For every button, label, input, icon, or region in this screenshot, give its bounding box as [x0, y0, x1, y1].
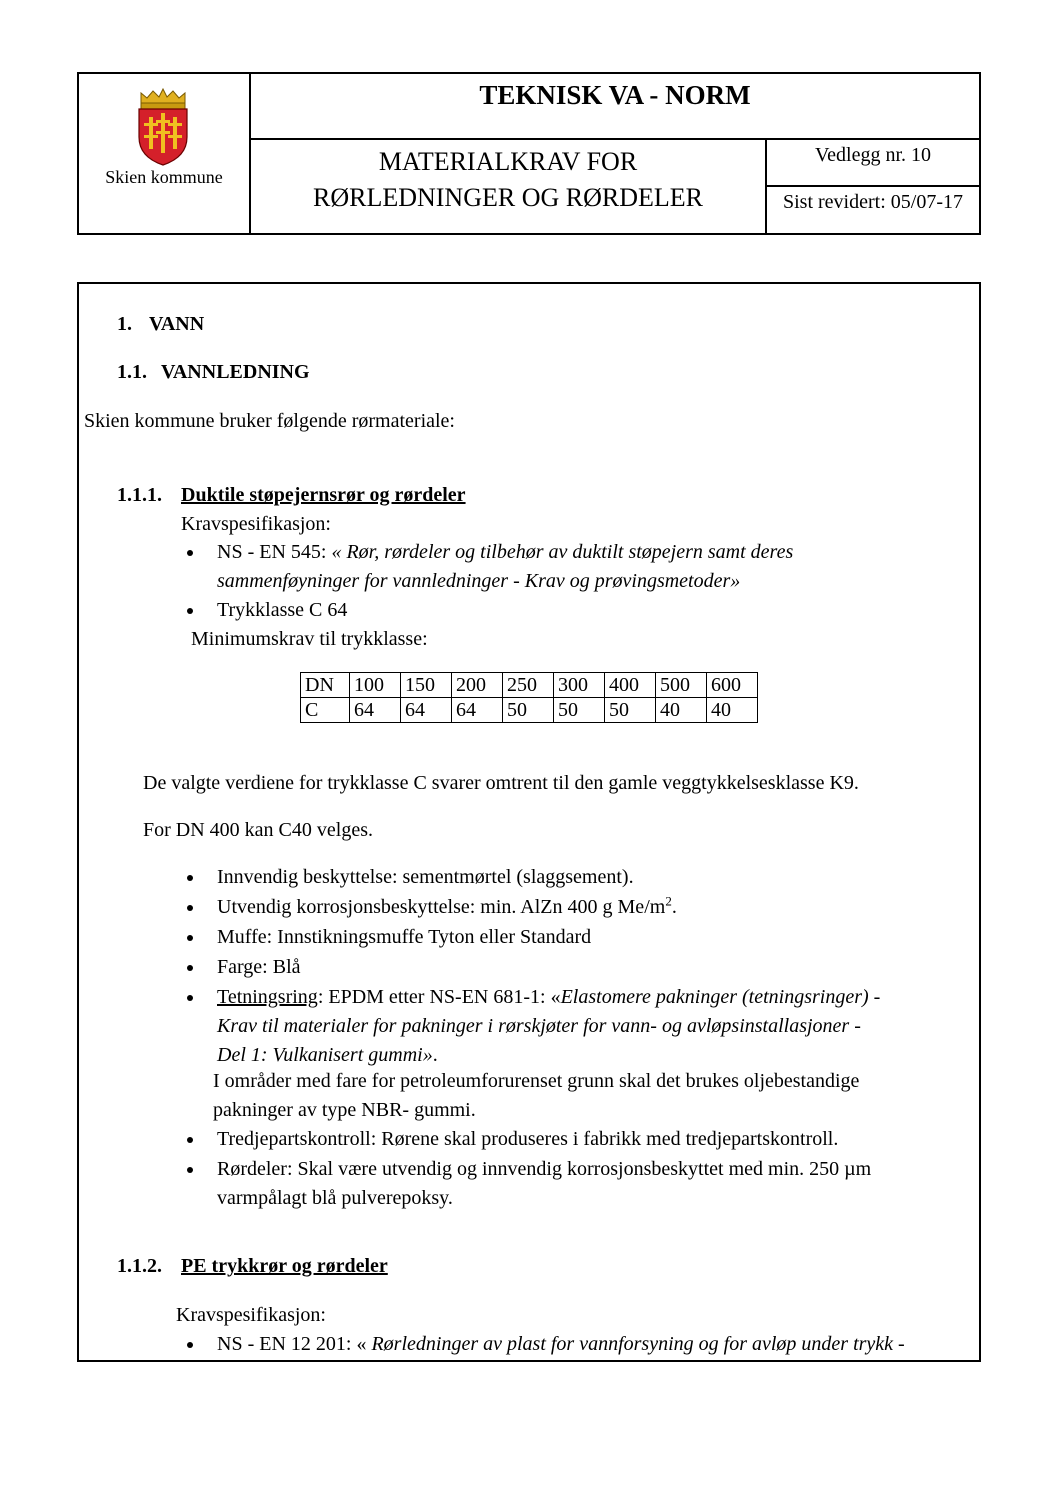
table-cell: DN: [301, 673, 350, 698]
table-cell: 600: [707, 673, 758, 698]
bullet: [187, 905, 193, 911]
sealing-ring: [217, 986, 880, 1009]
pipe-color: Farge: Blå: [217, 956, 301, 978]
table-header-row: [301, 673, 758, 698]
bullet: [187, 1167, 193, 1173]
section-1-1-1-title: Duktile støpejernsrør og rørdeler: [181, 484, 466, 506]
oil-resistant-line-1: I områder med fare for petroleumforurenset grunn skal det brukes oljebestandige: [213, 1070, 860, 1092]
fittings-line-1: Rørdeler: Skal være utvendig og innvendig korrosjonsbeskyttet med min. 250 µm: [217, 1158, 872, 1180]
revised-cell: [767, 187, 979, 233]
subject-line-1: MATERIALKRAV FOR: [378, 147, 638, 176]
document-body: [77, 282, 981, 1362]
table-cell: 400: [605, 673, 656, 698]
table-cell: 40: [656, 698, 707, 723]
subject-line-2: RØRLEDNINGER OG RØRDELER: [313, 183, 703, 212]
document-subject: [251, 144, 765, 216]
table-cell: 50: [554, 698, 605, 723]
standard-title-line-2: sammenføyninger for vannledninger - Krav og prøvingsmetoder»: [217, 570, 741, 592]
section-1-1-title: VANNLEDNING: [161, 361, 310, 383]
table-cell: 64: [401, 698, 452, 723]
title-cell: [251, 74, 979, 140]
sealing-ring-title-line-2: Krav til materialer for pakninger i rørskjøter for vann- og avløpsinstallasjoner -: [217, 1015, 861, 1037]
bullet: [187, 1342, 193, 1348]
coat-of-arms-logo: [133, 87, 193, 167]
table-cell: 64: [452, 698, 503, 723]
table-cell: 50: [605, 698, 656, 723]
min-requirement-label: Minimumskrav til trykklasse:: [191, 628, 428, 650]
superscript: 2: [665, 893, 672, 909]
subject-cell: [251, 140, 767, 233]
table-cell: 500: [656, 673, 707, 698]
section-1-1-2-number: 1.1.2.: [117, 1255, 162, 1277]
standard-ns-en-12201: [217, 1333, 905, 1356]
table-cell: 50: [503, 698, 554, 723]
appendix-cell: [767, 140, 979, 187]
bullet: [187, 608, 193, 614]
section-1-title: VANN: [149, 313, 205, 335]
bullet: [187, 1137, 193, 1143]
intro-text: Skien kommune bruker følgende rørmateriale:: [84, 410, 455, 432]
table-cell: 100: [350, 673, 401, 698]
bullet: [187, 935, 193, 941]
table-cell: 40: [707, 698, 758, 723]
table-cell: C: [301, 698, 350, 723]
table-cell: 300: [554, 673, 605, 698]
oil-resistant-line-2: pakninger av type NBR- gummi.: [213, 1099, 476, 1121]
appendix-number: Vedlegg nr. 10: [814, 144, 932, 166]
bullet: [187, 965, 193, 971]
bullet: [187, 550, 193, 556]
punctuation: .: [671, 896, 677, 918]
table-cell: 150: [401, 673, 452, 698]
note-dn-400: For DN 400 kan C40 velges.: [143, 819, 373, 841]
external-protection-text: Utvendig korrosjonsbeskyttelse: min. AlZn 400 g Me/m: [217, 896, 666, 918]
third-party-control: Tredjepartskontroll: Rørene skal produseres i fabrikk med tredjepartskontroll.: [217, 1128, 839, 1150]
section-1-1-2-title: PE trykkrør og rørdeler: [181, 1255, 388, 1277]
table-cell: 250: [503, 673, 554, 698]
revision-date: Sist revidert: 05/07-17: [783, 191, 963, 213]
sealing-ring-title-line-3: [217, 1044, 438, 1067]
sealing-ring-title-text: Del 1: Vulkanisert gummi»: [217, 1044, 433, 1066]
punctuation: .: [432, 1044, 438, 1066]
sealing-ring-standard: : EPDM etter NS-EN 681-1: «: [317, 986, 561, 1008]
note-pressure-class: De valgte verdiene for trykklasse C svarer omtrent til den gamle veggtykkelsesklasse K9.: [143, 772, 859, 794]
section-1-1-1-number: 1.1.1.: [117, 484, 162, 506]
bullet: [187, 995, 193, 1001]
standard-ns-en-545: [217, 541, 793, 564]
sealing-ring-title-line-1: Elastomere pakninger (tetningsringer) -: [560, 986, 881, 1008]
spec-label: Kravspesifikasjon:: [181, 513, 331, 535]
section-1-1-number: 1.1.: [117, 361, 147, 383]
bullet: [187, 875, 193, 881]
standard-code: NS - EN 545:: [217, 541, 332, 563]
pressure-class-table: [300, 672, 758, 723]
document-header: [77, 72, 981, 235]
standard-title: Rørledninger av plast for vannforsyning og for avløp under trykk -: [371, 1333, 905, 1355]
spec-label: Kravspesifikasjon:: [176, 1304, 326, 1326]
pressure-class: Trykklasse C 64: [217, 599, 348, 621]
table-cell: 200: [452, 673, 503, 698]
socket-type: Muffe: Innstikningsmuffe Tyton eller Standard: [217, 926, 592, 948]
fittings-line-2: varmpålagt blå pulverepoksy.: [217, 1187, 453, 1209]
standard-title-line-1: « Rør, rørdeler og tilbehør av duktilt støpejern samt deres: [331, 541, 794, 563]
table-row: [301, 698, 758, 723]
table-cell: 64: [350, 698, 401, 723]
external-protection: [217, 893, 677, 919]
standard-code: NS - EN 12 201: «: [217, 1333, 372, 1355]
internal-protection: Innvendig beskyttelse: sementmørtel (slaggsement).: [217, 866, 634, 888]
section-1-number: 1.: [117, 313, 132, 335]
municipality-name: Skien kommune: [105, 167, 223, 187]
sealing-ring-label: Tetningsring: [217, 986, 318, 1008]
document-title: TEKNISK VA - NORM: [479, 80, 751, 110]
logo-cell: [79, 74, 251, 233]
